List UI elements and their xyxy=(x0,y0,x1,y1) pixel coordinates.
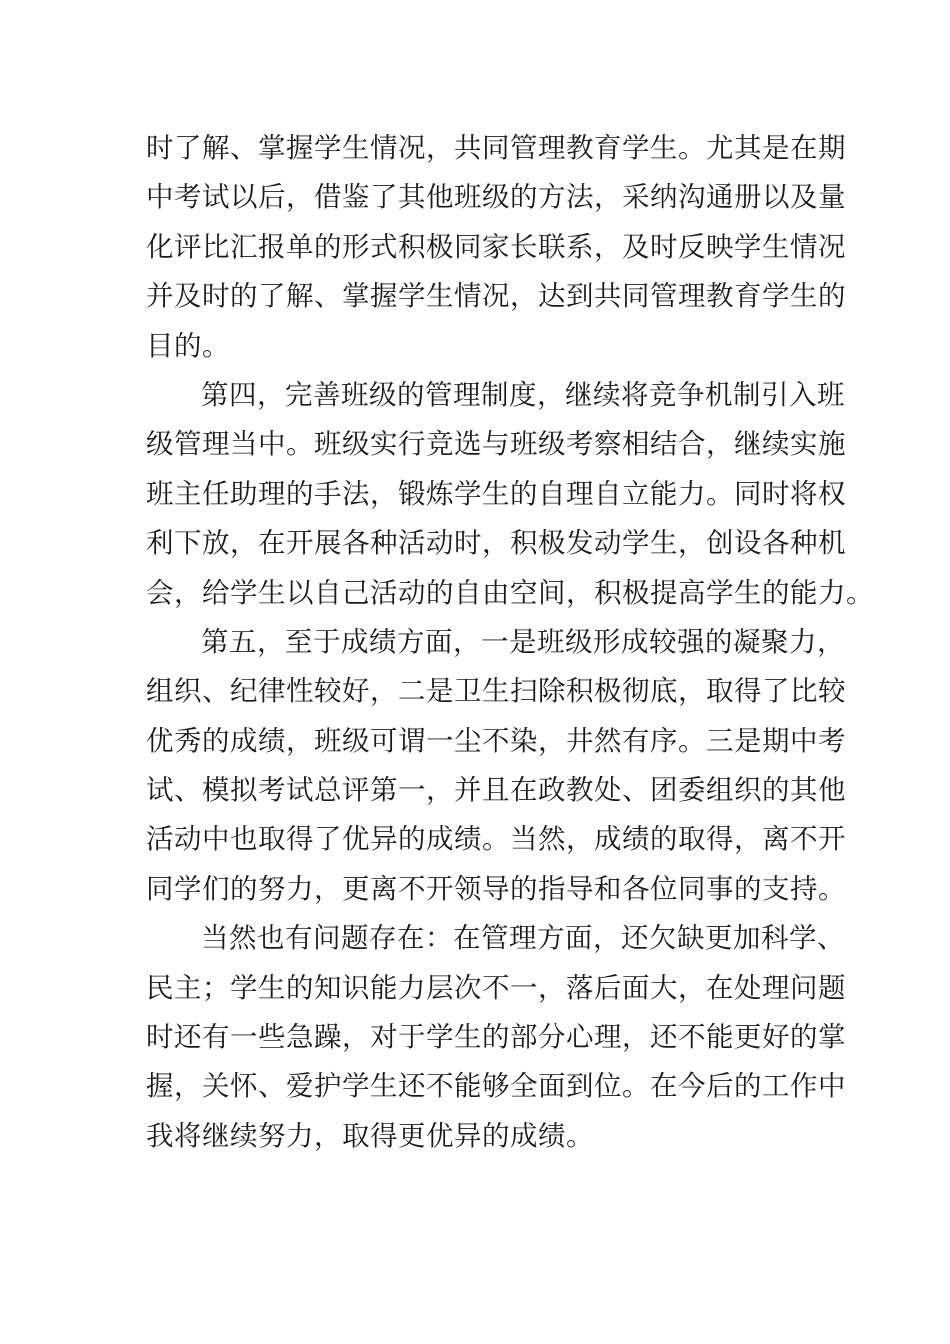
paragraph-fifth xyxy=(146,618,846,914)
text-line: 时了解、掌握学生情况，共同管理教育学生。尤其是在期 xyxy=(146,132,846,164)
text-line: 组织、纪律性较好，二是卫生扫除积极彻底，取得了比较 xyxy=(146,675,846,708)
text-line: 目的。 xyxy=(146,329,230,362)
paragraph-fourth xyxy=(146,371,874,618)
text-line: 中考试以后，借鉴了其他班级的方法，采纳沟通册以及量 xyxy=(146,181,846,214)
text-line: 级管理当中。班级实行竞选与班级考察相结合，继续实施 xyxy=(146,428,846,461)
text-line: 班主任助理的手法，锻炼学生的自理自立能力。同时将权 xyxy=(146,477,846,510)
text-line: 活动中也取得了优异的成绩。当然，成绩的取得，离不开 xyxy=(146,823,846,856)
paragraph-continuation xyxy=(146,124,846,371)
text-line: 第四，完善班级的管理制度，继续将竞争机制引入班 xyxy=(201,378,845,411)
text-line: 当然也有问题存在：在管理方面，还欠缺更加科学、 xyxy=(201,922,845,955)
text-line: 同学们的努力，更离不开领导的指导和各位同事的支持。 xyxy=(146,872,846,905)
text-line: 会，给学生以自己活动的自由空间，积极提高学生的能力。 xyxy=(146,576,874,609)
text-line: 试、模拟考试总评第一，并且在政教处、团委组织的其他 xyxy=(146,774,846,807)
paragraph-problems xyxy=(146,914,846,1161)
document-body xyxy=(146,124,874,1161)
text-line: 第五，至于成绩方面，一是班级形成较强的凝聚力， xyxy=(201,625,845,658)
text-line: 化评比汇报单的形式积极同家长联系，及时反映学生情况 xyxy=(146,230,846,263)
text-line: 握，关怀、爱护学生还不能够全面到位。在今后的工作中 xyxy=(146,1070,846,1103)
text-line: 我将继续努力，取得更优异的成绩。 xyxy=(146,1119,594,1152)
text-line: 民主；学生的知识能力层次不一，落后面大，在处理问题 xyxy=(146,971,846,1004)
text-line: 并及时的了解、掌握学生情况，达到共同管理教育学生的 xyxy=(146,280,846,313)
text-line: 时还有一些急躁，对于学生的部分心理，还不能更好的掌 xyxy=(146,1021,846,1054)
text-line: 利下放，在开展各种活动时，积极发动学生，创设各种机 xyxy=(146,527,846,560)
text-line: 优秀的成绩，班级可谓一尘不染，井然有序。三是期中考 xyxy=(146,724,846,757)
